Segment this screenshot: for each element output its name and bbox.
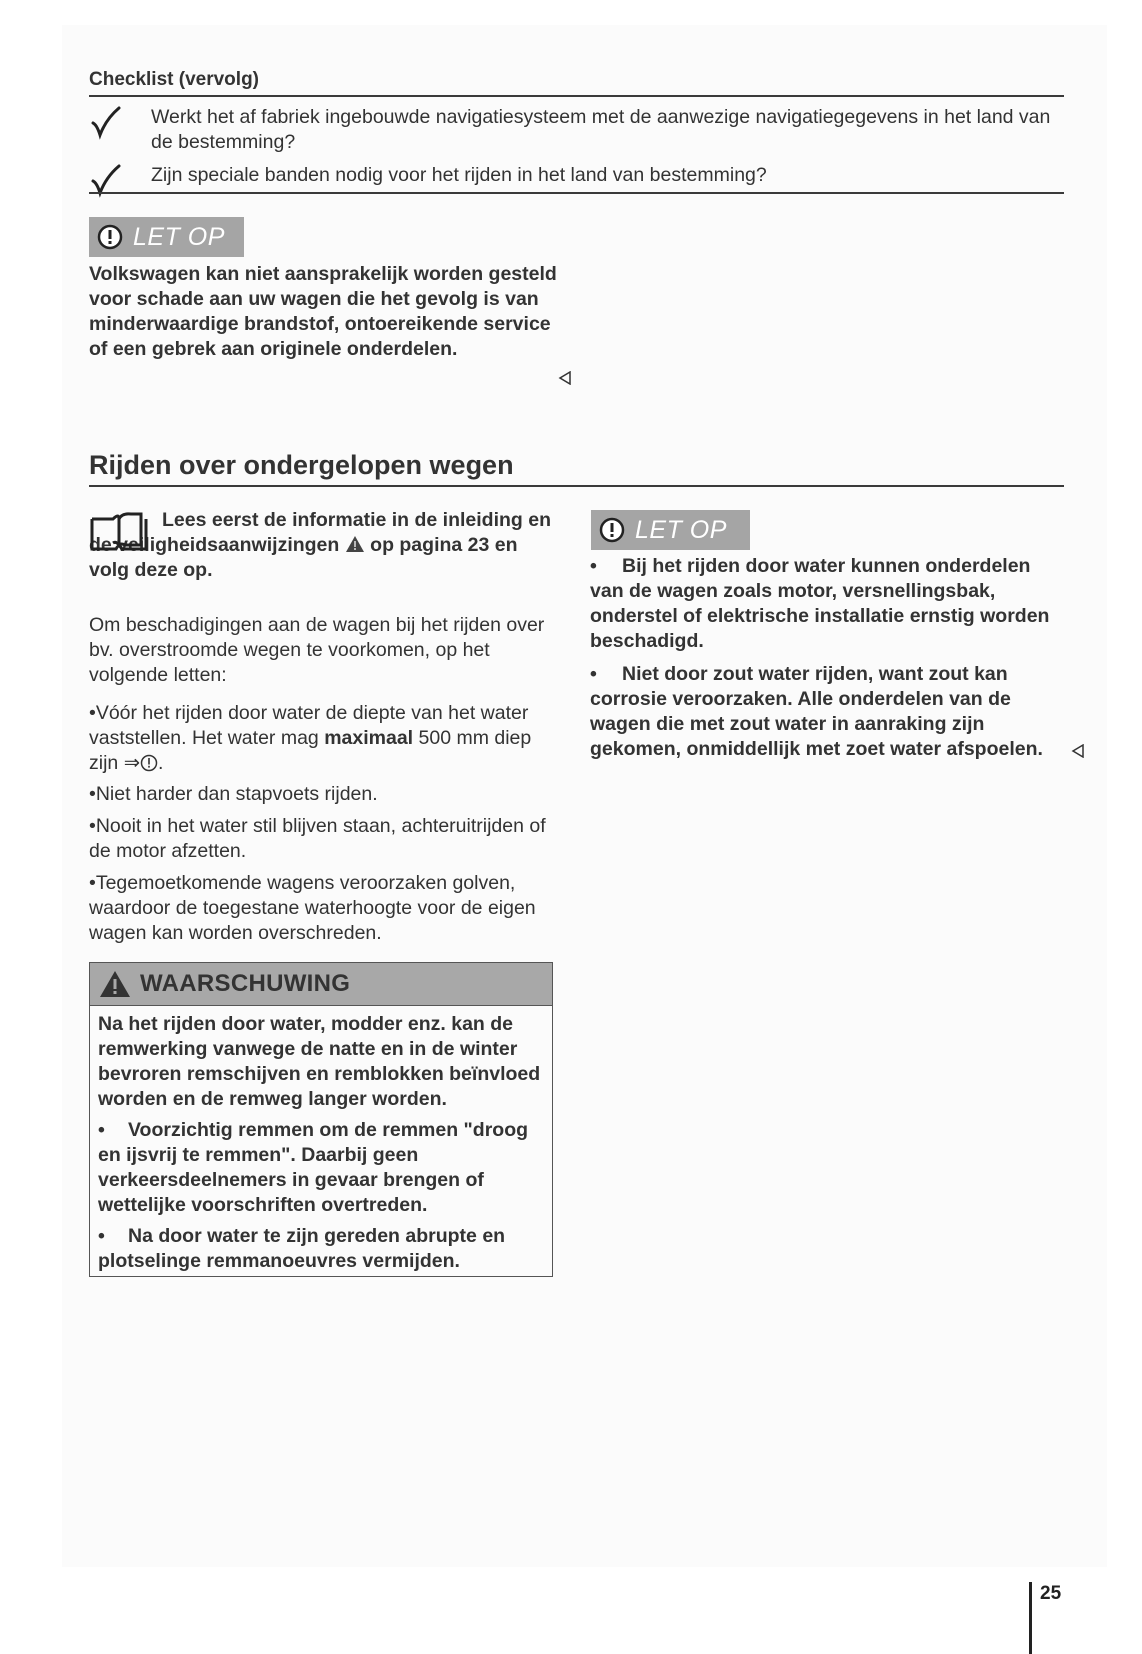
checklist-item-text: Zijn speciale banden nodig voor het rijden in het land van bestemming? — [151, 164, 767, 186]
section-rule — [89, 485, 1064, 487]
checklist-top-rule — [89, 95, 1064, 97]
warning-triangle-icon — [98, 969, 132, 999]
checklist-title: Checklist (vervolg) — [89, 69, 259, 90]
notice-badge — [591, 510, 750, 550]
warning-bullet: • Na door water te zijn gereden abrupte en plotselinge remmanoeuvres vermijden. — [98, 1225, 506, 1272]
warning-triangle-icon — [345, 535, 365, 553]
warning-bullet: • Voorzichtig remmen om de remmen "droog en ijsvrij te remmen". Daarbij geen verkeersdeelnemers in gevaar brengen of wettelijke voorschriften overtreden. — [98, 1119, 529, 1216]
exclamation-circle-icon — [97, 224, 123, 250]
warning-header — [90, 963, 552, 1006]
book-icon — [89, 511, 149, 553]
end-of-section-icon — [1071, 744, 1085, 758]
reference-arrow[interactable]: ⇒ — [123, 752, 141, 774]
emphasis-text: maximaal — [324, 727, 414, 749]
checklist-bottom-rule — [89, 192, 1064, 194]
intro-text: Lees eerst de informatie in de inleiding en de veiligheidsaanwijzingen — [89, 509, 552, 556]
notice-bullet: • Bij het rijden door water kunnen onderdelen van de wagen zoals motor, versnellingsbak, onderstel of elektrische installatie ernstig worden beschadigd. — [590, 555, 1050, 652]
checklist-item-text: Werkt het af fabriek ingebouwde navigatiesysteem met de aanwezige navigatiegegevens in het land van de bestemming? — [151, 106, 1051, 153]
page-separator — [1029, 1582, 1032, 1654]
bullet-dot: • — [89, 872, 96, 894]
bullet-dot: • — [89, 815, 96, 837]
intro-text-cont: op pagina 23 en volg deze op. — [89, 534, 518, 581]
warning-label: WAARSCHUWING — [140, 970, 351, 997]
intro-note — [89, 508, 554, 583]
bullet-dot: • — [98, 1119, 105, 1141]
notice-label: LET OP — [133, 222, 225, 251]
checklist-item — [89, 105, 1064, 157]
bullet-item: •Nooit in het water stil blijven staan, achteruitrijden of de motor afzetten. — [89, 815, 546, 862]
notice-bullet: • Niet door zout water rijden, want zout kan corrosie veroorzaken. Alle onderdelen van de wagen die met zout water in aanraking zijn gekomen, onmiddellijk met zoet water afspoelen. — [590, 663, 1043, 760]
exclamation-circle-icon — [599, 517, 625, 543]
bullet-item: •Vóór het rijden door water de diepte van het water vaststellen. Het water mag maximaal 500 mm diep zijn ⇒ . — [89, 702, 532, 774]
exclamation-circle-icon[interactable] — [140, 754, 158, 772]
notice-text: Volkswagen kan niet aansprakelijk worden gesteld voor schade aan uw wagen die het gevolg is van minderwaardige brandstof, ontoereikende service of een gebrek aan originele onderdelen. — [89, 263, 557, 360]
warning-box — [89, 962, 553, 1277]
bullet-item: •Tegemoetkomende wagens veroorzaken golven, waardoor de toegestane waterhoogte voor de eigen wagen kan worden overschreden. — [89, 872, 536, 944]
section-title: Rijden over ondergelopen wegen — [89, 450, 514, 480]
body-paragraph: Om beschadigingen aan de wagen bij het rijden over bv. overstroomde wegen te voorkomen, op het volgende letten: — [89, 614, 545, 686]
page-number: 25 — [1040, 1583, 1062, 1604]
bullet-item: •Niet harder dan stapvoets rijden. — [89, 783, 378, 805]
checkmark-icon — [89, 105, 125, 141]
bullet-dot: • — [590, 663, 597, 685]
bullet-dot: • — [89, 702, 96, 724]
bullet-dot: • — [98, 1225, 105, 1247]
bullet-dot: • — [89, 783, 96, 805]
bullet-dot: • — [590, 555, 597, 577]
end-of-section-icon — [558, 371, 572, 385]
notice-label: LET OP — [635, 515, 727, 544]
notice-badge — [89, 217, 244, 257]
checklist-item — [89, 163, 1064, 193]
warning-text: Na het rijden door water, modder enz. kan de remwerking vanwege de natte en in de winter bevroren remschijven en remblokken beïnvloed worden en de remweg langer worden. — [98, 1013, 541, 1110]
